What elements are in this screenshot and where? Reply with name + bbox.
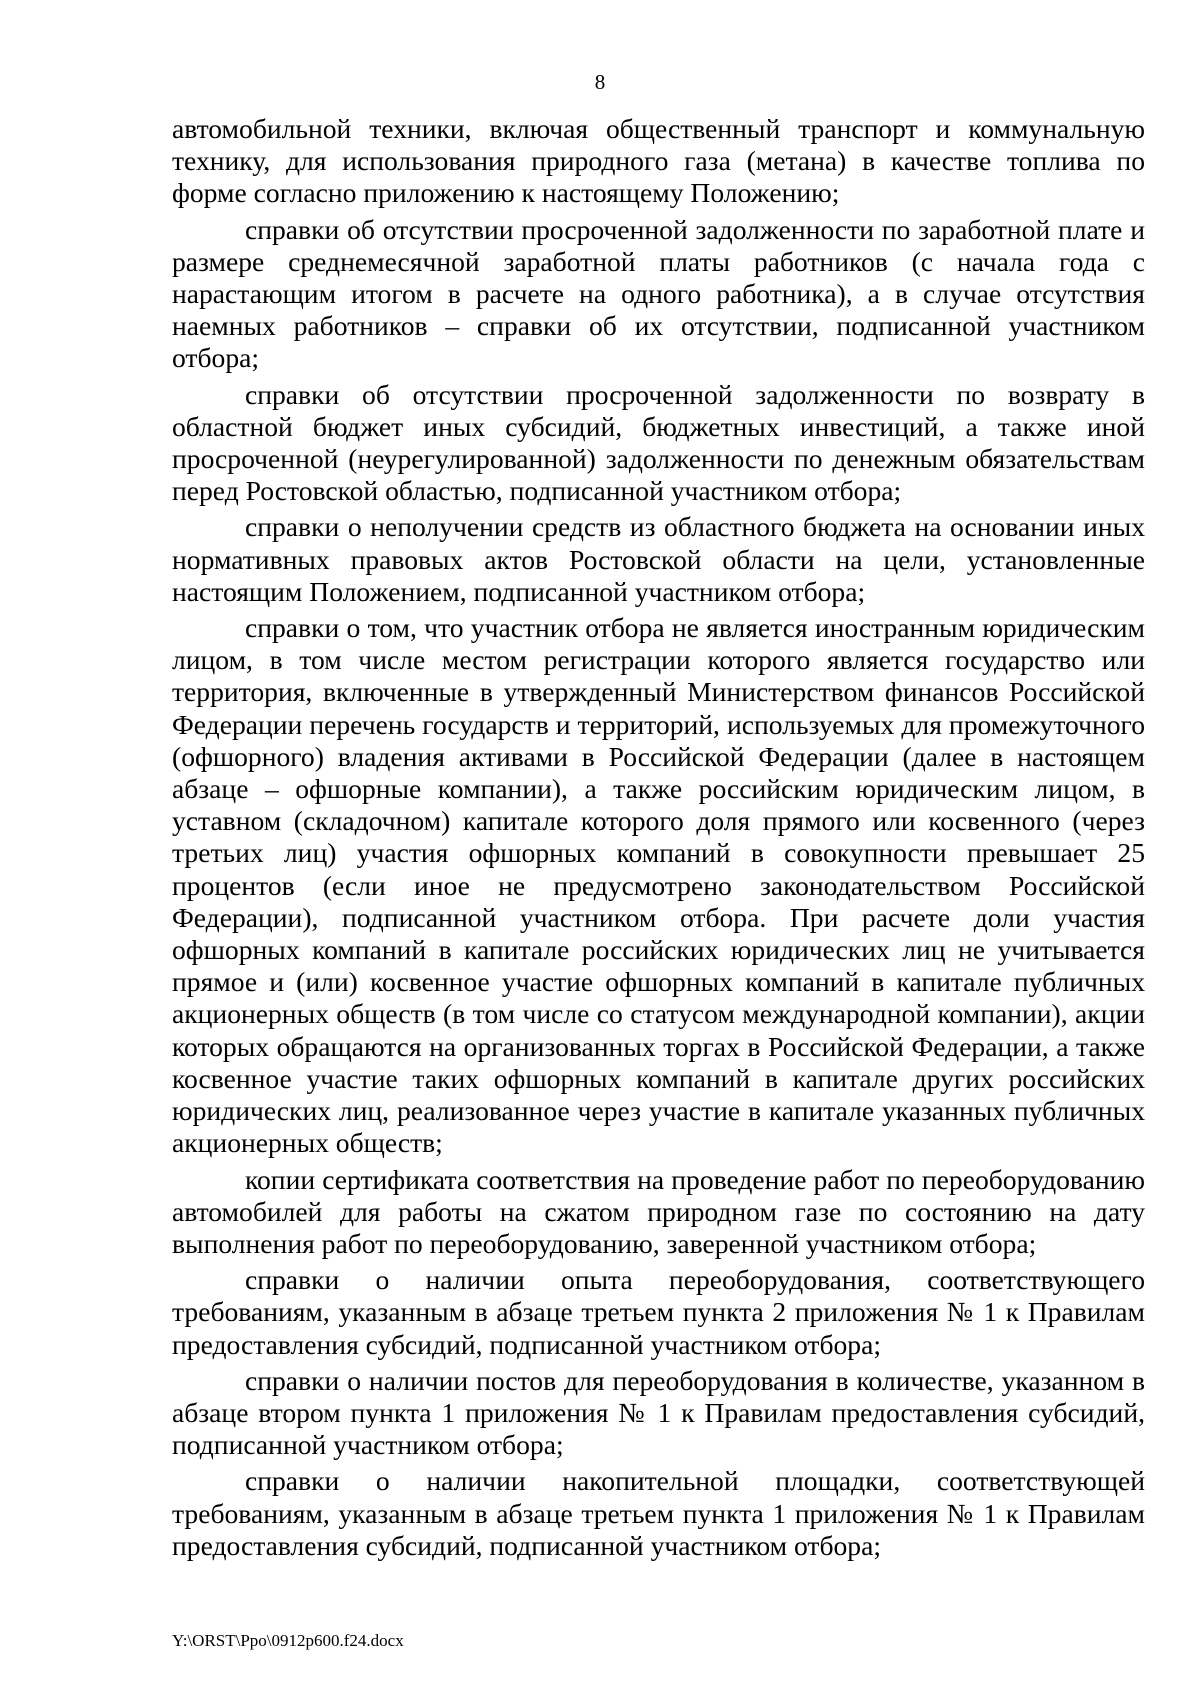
- paragraph-continuation: автомобильной техники, включая общественный транспорт и коммунальную технику, для использования природного газа (метана) в качестве топлива по форме согласно приложению к настоящему Положению;: [172, 113, 1145, 209]
- paragraph-conversion-experience: справки о наличии опыта переоборудования, соответствующего требованиям, указанным в абзаце третьем пункта 2 приложения № 1 к Правилам предоставления субсидий, подписанной участником отбора;: [172, 1264, 1145, 1360]
- paragraph-no-funds-received: справки о неполучении средств из областного бюджета на основании иных нормативных правовых актов Ростовской области на цели, установленные настоящим Положением, подписанной участником отбора;: [172, 511, 1145, 607]
- paragraph-offshore: справки о том, что участник отбора не является иностранным юридическим лицом, в том числе местом регистрации которого является государство или территория, включенные в утвержденный Министерством финансов Российской Федерации перечень государств и территорий, используемых для промежуточного (офшорного) владения активами в Российской Федерации (далее в настоящем абзаце – офшорные компании), а также российским юридическим лицом, в уставном (складочном) капитале которого доля прямого или косвенного (через третьих лиц) участия офшорных компаний в совокупности превышает 25 процентов (если иное не предусмотрено законодательством Российской Федерации), подписанной участником отбора. При расчете доли участия офшорных компаний в капитале российских юридических лиц не учитывается прямое и (или) косвенное участие офшорных компаний в капитале публичных акционерных обществ (в том числе со статусом международной компании), акции которых обращаются на организованных торгах в Российской Федерации, а также косвенное участие таких офшорных компаний в капитале других российских юридических лиц, реализованное через участие в капитале указанных публичных акционерных обществ;: [172, 612, 1145, 1159]
- paragraph-salary-arrears: справки об отсутствии просроченной задолженности по заработной плате и размере среднемесячной заработной платы работников (с начала года с нарастающим итогом в расчете на одного работника), а в случае отсутствия наемных работников – справки об их отсутствии, подписанной участником отбора;: [172, 213, 1145, 374]
- file-path-footer: Y:\ORST\Ppo\0912p600.f24.docx: [172, 1631, 404, 1650]
- page-number: 8: [594, 70, 606, 94]
- paragraph-storage-area: справки о наличии накопительной площадки, соответствующей требованиям, указанным в абзаце третьем пункта 1 приложения № 1 к Правилам предоставления субсидий, подписанной участником отбора;: [172, 1465, 1145, 1561]
- paragraph-budget-arrears: справки об отсутствии просроченной задолженности по возврату в областной бюджет иных субсидий, бюджетных инвестиций, а также иной просроченной (неурегулированной) задолженности по денежным обязательствам перед Ростовской областью, подписанной участником отбора;: [172, 378, 1145, 507]
- paragraph-conversion-posts: справки о наличии постов для переоборудования в количестве, указанном в абзаце втором пункта 1 приложения № 1 к Правилам предоставления субсидий, подписанной участником отбора;: [172, 1364, 1145, 1461]
- paragraph-certificate-copy: копии сертификата соответствия на проведение работ по переоборудованию автомобилей для работы на сжатом природном газе по состоянию на дату выполнения работ по переоборудованию, заверенной участником отбора;: [172, 1163, 1145, 1259]
- document-body: [172, 113, 1145, 1562]
